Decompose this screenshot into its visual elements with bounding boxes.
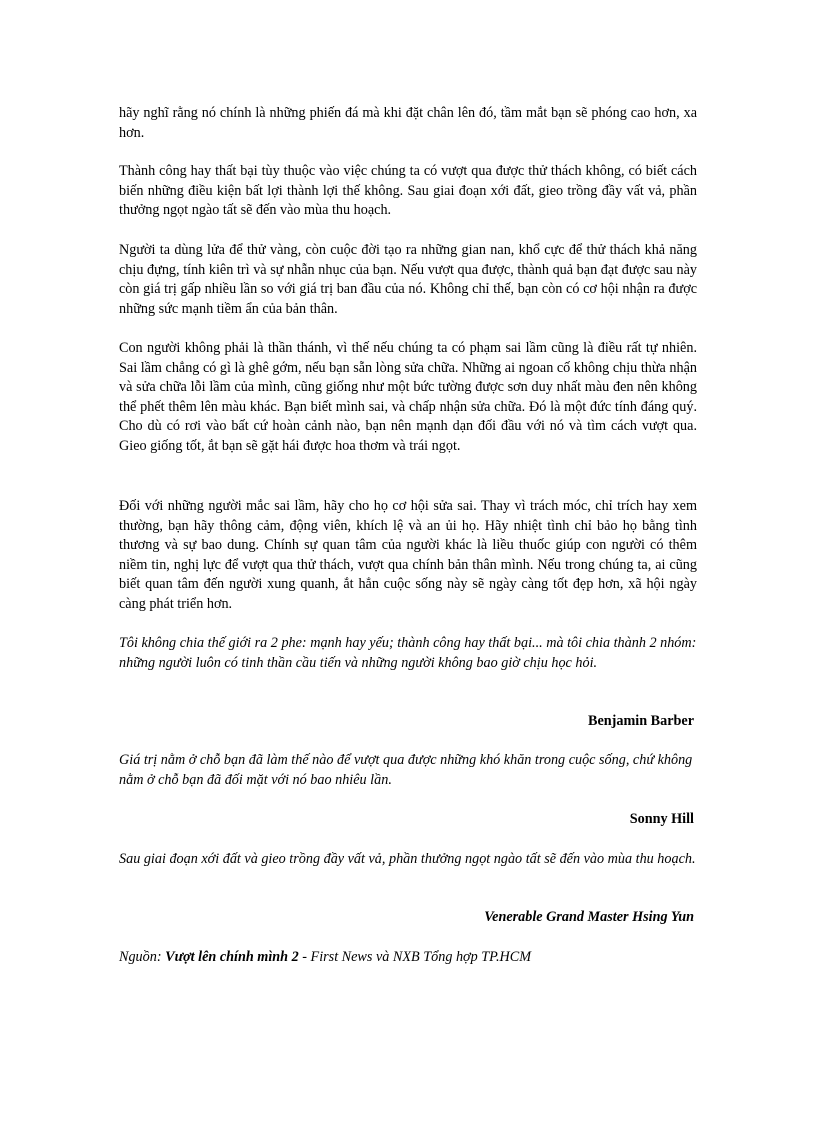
- source-line: [119, 947, 531, 967]
- body-paragraph-1: hãy nghĩ rằng nó chính là những phiến đá mà khi đặt chân lên đó, tầm mắt bạn sẽ phóng cao hơn, xa hơn.: [119, 105, 697, 141]
- quote-2-text: Giá trị nằm ở chỗ bạn đã làm thế nào để vượt qua được những khó khăn trong cuộc sống, chứ không nằm ở chỗ bạn đã đối mặt với nó bao nhiêu lần.: [119, 752, 693, 788]
- body-paragraph-2: Thành công hay thất bại tùy thuộc vào việc chúng ta có vượt qua được thử thách không, có biết cách biến những điều kiện bất lợi thành lợi thế không. Sau giai đoạn xới đất, gieo trồng đầy vất vả, phần thưởng ngọt ngào tất sẽ đến vào mùa thu hoạch.: [119, 163, 697, 219]
- quote-3-text: Sau giai đoạn xới đất và gieo trồng đầy vất vả, phần thưởng ngọt ngào tất sẽ đến vào mùa thu hoạch.: [119, 851, 696, 867]
- quote-1-author: Benjamin Barber: [587, 713, 694, 729]
- source-publisher: - First News và NXB Tổng hợp TP.HCM: [298, 949, 532, 965]
- source-prefix: Nguồn:: [119, 949, 166, 965]
- quote-1-text: Tôi không chia thế giới ra 2 phe: mạnh hay yếu; thành công hay thất bại... mà tôi chia thành 2 nhóm: những người luôn có tinh thần cầu tiến và những người không bao giờ chịu học hỏi.: [119, 635, 697, 671]
- quote-3-author: Venerable Grand Master Hsing Yun: [484, 909, 694, 925]
- source-book-title: Vượt lên chính mình 2: [165, 949, 299, 965]
- body-paragraph-4: Con người không phải là thần thánh, vì thế nếu chúng ta có phạm sai lầm cũng là điều rất tự nhiên. Sai lầm chẳng có gì là ghê gớm, nếu bạn sẵn lòng sửa chữa. Những ai ngoan cố không chịu thừa nhận và sửa chữa lỗi lầm của mình, cũng giống như một bức tường được sơn duy nhất màu đen nên không thể phết thêm lên màu khác. Bạn biết mình sai, và chấp nhận sửa chữa. Đó là một đức tính đáng quý. Cho dù có rơi vào bất cứ hoàn cảnh nào, bạn nên mạnh dạn đối đầu với nó và tìm cách vượt qua. Gieo giống tốt, ắt bạn sẽ gặt hái được hoa thơm và trái ngọt.: [119, 340, 697, 454]
- body-paragraph-5: Đối với những người mắc sai lầm, hãy cho họ cơ hội sửa sai. Thay vì trách móc, chỉ trích hay xem thường, bạn hãy thông cảm, động viên, khích lệ và an ủi họ. Hãy nhiệt tình chỉ bảo họ bằng tình thương và sự bao dung. Chính sự quan tâm của người khác là liều thuốc giúp con người có thêm niềm tin, nghị lực để vượt qua thử thách, vượt qua chính bản thân mình. Nếu trong chúng ta, ai cũng biết quan tâm đến người xung quanh, ắt hẳn cuộc sống này sẽ ngày càng tốt đẹp hơn, xã hội ngày càng phát triển hơn.: [119, 498, 697, 612]
- body-paragraph-3: Người ta dùng lửa để thử vàng, còn cuộc đời tạo ra những gian nan, khổ cực để thử thách khả năng chịu đựng, tính kiên trì và sự nhẫn nhục của bạn. Nếu vượt qua được, thành quả bạn đạt được sau này còn giá trị gấp nhiều lần so với giá trị ban đầu của nó. Không chỉ thế, bạn còn có cơ hội nhận ra được những sức mạnh tiềm ẩn của bản thân.: [119, 242, 697, 317]
- quote-2-author: Sonny Hill: [629, 811, 694, 827]
